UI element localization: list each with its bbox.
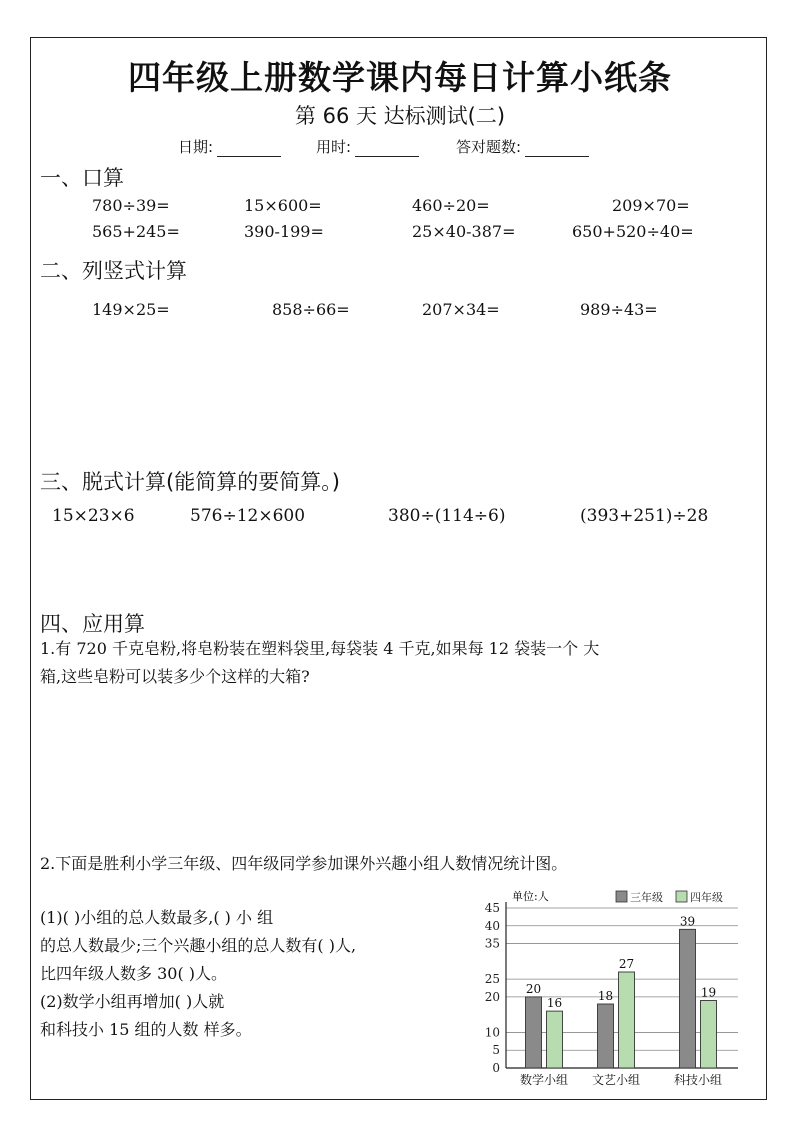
question1-line2: 箱,这些皂粉可以装多少个这样的大箱? — [40, 667, 310, 686]
category-label: 科技小组 — [673, 1073, 723, 1087]
question2-line: (1)( )小组的总人数最多,( ) 小 组 — [40, 908, 274, 927]
vertical-item: 858÷66= — [272, 300, 350, 319]
question2-line: (2)数学小组再增加( )人就 — [40, 992, 225, 1011]
bar — [701, 1000, 717, 1068]
y-tick-label: 20 — [484, 989, 500, 1004]
oral-item: 390-199= — [244, 222, 324, 241]
oral-item: 650+520÷40= — [572, 222, 694, 241]
bar-value-label: 19 — [700, 985, 717, 1000]
bar — [680, 929, 696, 1068]
stepwise-item: 15×23×6 — [52, 506, 135, 526]
vertical-item: 149×25= — [92, 300, 170, 319]
y-tick-label: 0 — [492, 1061, 500, 1075]
bar-value-label: 20 — [525, 981, 542, 996]
y-tick-label: 35 — [484, 936, 500, 951]
vertical-item: 207×34= — [422, 300, 500, 319]
oral-item: 25×40-387= — [412, 222, 516, 241]
page-title: 四年级上册数学课内每日计算小纸条 — [128, 58, 672, 97]
bar-value-label: 27 — [618, 957, 635, 971]
legend-label: 三年级 — [630, 891, 663, 904]
date-label: 日期: — [178, 138, 214, 156]
stepwise-item: 576÷12×600 — [190, 506, 306, 526]
category-label: 数学小组 — [519, 1073, 569, 1087]
section4-heading: 四、应用算 — [40, 612, 145, 636]
y-tick-label: 45 — [484, 901, 500, 915]
date-field[interactable] — [178, 136, 281, 157]
oral-item: 15×600= — [244, 196, 322, 215]
bar — [598, 1004, 614, 1068]
bar-value-label: 16 — [546, 996, 563, 1011]
time-label: 用时: — [316, 138, 352, 156]
stepwise-item: 380÷(114÷6) — [388, 506, 506, 526]
score-field[interactable] — [456, 136, 589, 157]
time-blank[interactable] — [355, 141, 419, 157]
date-blank[interactable] — [217, 141, 281, 157]
question2-intro: 2.下面是胜利小学三年级、四年级同学参加课外兴趣小组人数情况统计图。 — [40, 854, 568, 873]
section2-heading: 二、列竖式计算 — [40, 259, 187, 283]
question2-line: 和科技小 15 组的人数 样多。 — [40, 1020, 252, 1039]
group-bar-chart — [466, 878, 744, 1090]
oral-item: 460÷20= — [412, 196, 490, 215]
time-field[interactable] — [316, 136, 419, 157]
y-tick-label: 5 — [492, 1043, 500, 1058]
y-tick-label: 40 — [484, 918, 500, 933]
bar-value-label: 18 — [597, 989, 614, 1003]
section1-heading: 一、口算 — [40, 166, 124, 190]
bar — [547, 1011, 563, 1068]
stepwise-item: (393+251)÷28 — [580, 506, 709, 526]
vertical-item: 989÷43= — [580, 300, 658, 319]
oral-item: 209×70= — [612, 196, 690, 215]
legend-swatch — [616, 891, 627, 902]
page-subtitle: 第 66 天 达标测试(二) — [294, 104, 506, 128]
bar — [526, 997, 542, 1068]
question2-line: 的总人数最少;三个兴趣小组的总人数有( )人, — [40, 936, 357, 955]
legend-swatch — [676, 891, 687, 902]
oral-item: 780÷39= — [92, 196, 170, 215]
bar — [619, 972, 635, 1068]
question2-line: 比四年级人数多 30( )人。 — [40, 964, 228, 983]
section3-heading: 三、脱式计算(能简算的要简算。) — [40, 470, 340, 494]
unit-label: 单位:人 — [512, 890, 549, 903]
score-blank[interactable] — [525, 141, 589, 157]
category-label: 文艺小组 — [591, 1073, 641, 1087]
bar-value-label: 39 — [679, 914, 696, 929]
y-tick-label: 10 — [484, 1025, 500, 1040]
question1-line1: 1.有 720 千克皂粉,将皂粉装在塑料袋里,每袋装 4 千克,如果每 12 袋装一个 大 — [40, 639, 600, 658]
score-label: 答对题数: — [456, 138, 522, 156]
oral-item: 565+245= — [92, 222, 180, 241]
y-tick-label: 25 — [484, 972, 500, 987]
legend-label: 四年级 — [690, 891, 723, 904]
